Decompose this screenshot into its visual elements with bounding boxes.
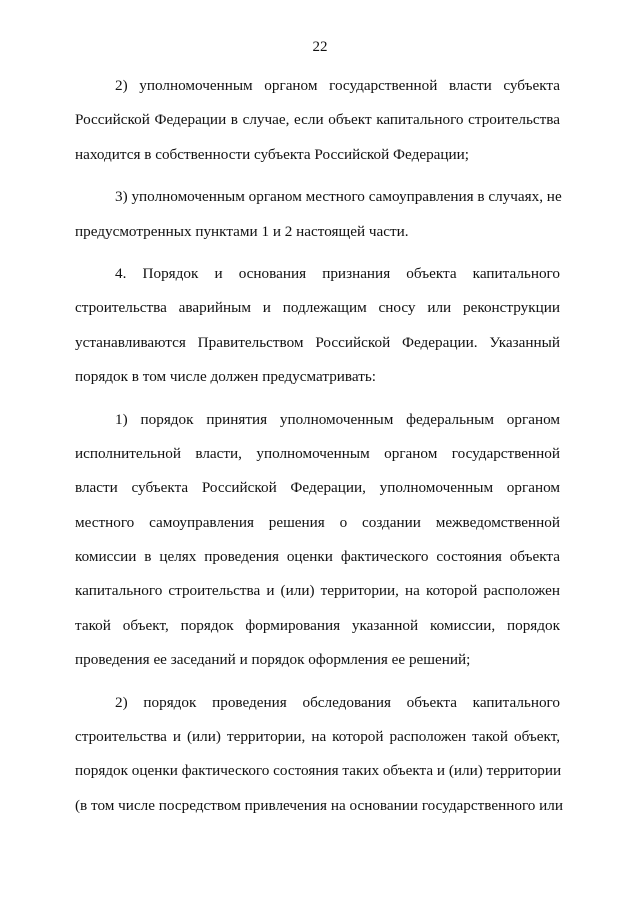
text-line: местного самоуправления решения о создании межведомственной (75, 513, 560, 531)
text-line: строительства аварийным и подлежащим сносу или реконструкции (75, 299, 560, 317)
text-line: предусмотренных пунктами 1 и 2 настоящей части. (75, 222, 409, 240)
text-line: (в том числе посредством привлечения на основании государственного или (75, 796, 564, 814)
text-line: 1) порядок принятия уполномоченным федеральным органом (115, 410, 560, 428)
paragraph-item-3 (75, 185, 560, 254)
text-line: капитального строительства и (или) территории, на которой расположен (75, 582, 560, 600)
paragraph-subitem-1 (75, 408, 560, 683)
text-line: исполнительной власти, уполномоченным органом государственной (75, 444, 560, 462)
text-line: проведения ее заседаний и порядок оформления ее решений; (75, 651, 471, 669)
text-line: 4. Порядок и основания признания объекта капитального (115, 264, 560, 282)
text-line: устанавливаются Правительством Российской Федерации. Указанный (75, 333, 560, 351)
text-line: такой объект, порядок формирования указанной комиссии, порядок (75, 616, 560, 634)
text-line: Российской Федерации в случае, если объект капитального строительства (75, 111, 560, 129)
text-line: строительства и (или) территории, на которой расположен такой объект, (75, 728, 560, 746)
text-line: порядок оценки фактического состояния таких объекта и (или) территории (75, 762, 562, 780)
text-line: 2) уполномоченным органом государственной власти субъекта (115, 77, 560, 94)
paragraph-item-2 (75, 74, 560, 177)
text-line: порядок в том числе должен предусматривать: (75, 368, 377, 386)
text-line: комиссии в целях проведения оценки фактического состояния объекта (75, 548, 560, 566)
paragraph-subitem-2 (75, 691, 564, 829)
paragraph-part-4 (75, 262, 560, 400)
text-line: 2) порядок проведения обследования объекта капитального (115, 693, 560, 711)
text-line: 3) уполномоченным органом местного самоуправления в случаях, не (115, 188, 562, 206)
page-number: 22 (312, 39, 328, 55)
document-body (75, 74, 564, 836)
text-line: находится в собственности субъекта Российской Федерации; (75, 145, 470, 163)
text-line: власти субъекта Российской Федерации, уполномоченным органом (75, 479, 560, 497)
